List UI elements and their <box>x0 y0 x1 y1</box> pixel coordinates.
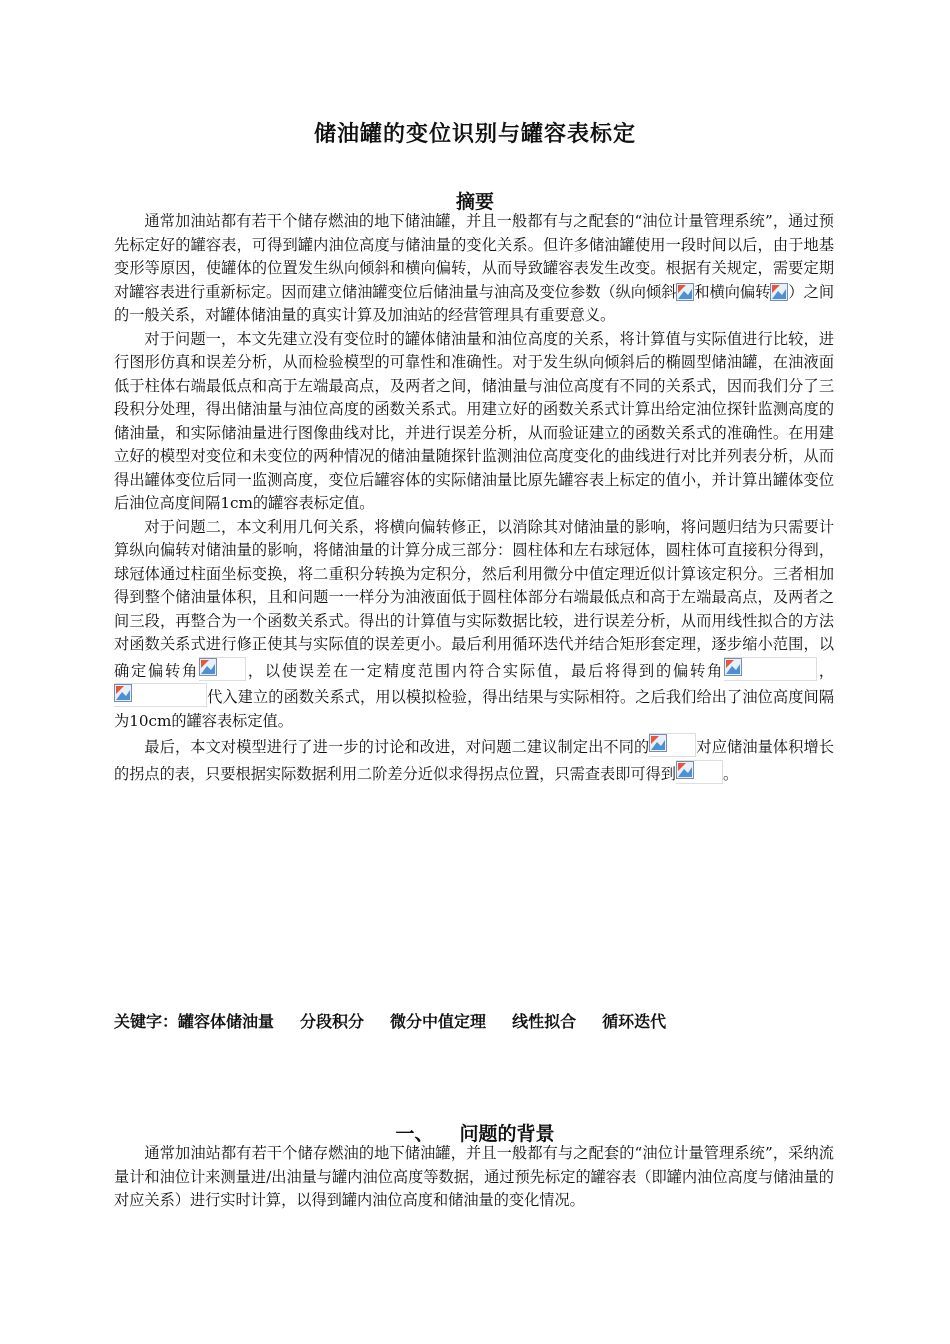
section-title: 问题的背景 <box>459 1123 555 1145</box>
section-body <box>114 1142 834 1213</box>
broken-image-icon <box>649 733 696 757</box>
section-number: 一、 <box>395 1123 434 1145</box>
keywords-label: 关键字： <box>114 1012 179 1031</box>
abstract-heading: 摘要 <box>455 191 494 213</box>
broken-image-icon <box>199 657 246 681</box>
broken-image-icon <box>676 760 723 784</box>
abstract-body <box>114 210 834 786</box>
broken-image-icon <box>770 283 788 301</box>
keyword-item: 线性拟合 <box>512 1012 577 1031</box>
section-paragraph: 通常加油站都有若干个储存燃油的地下储油罐，并且一般都有与之配套的“油位计量管理系统”，采纳流量计和油位计来测量进/出油量与罐内油位高度等数据，通过预先标定的罐容表（即罐内油位高度与储油量的对应关系）进行实时计算，以得到罐内油位高度和储油量的变化情况。 <box>114 1144 834 1209</box>
keyword-item: 分段积分 <box>300 1012 365 1031</box>
keyword-item: 微分中值定理 <box>390 1012 487 1031</box>
keyword-item: 罐容体储油量 <box>178 1012 275 1031</box>
keyword-item: 循环迭代 <box>602 1012 667 1031</box>
paper-title: 储油罐的变位识别与罐容表标定 <box>313 122 636 147</box>
abstract-paragraph-2: 对于问题一，本文先建立没有变位时的罐体储油量和油位高度的关系，将计算值与实际值进行比较，进行图形仿真和误差分析，从而检验模型的可靠性和准确性。对于发生纵向倾斜后的椭圆型储油罐，在油液面低于柱体右端最低点和高于左端最高点，及两者之间，储油量与油位高度有不同的关系式，因而我们分了三段积分处理，得出储油量与油位高度的函数关系式。用建立好的函数关系式计算出给定油位探针监测高度的储油量，和实际储油量进行图像曲线对比，并进行误差分析，从而验证建立的函数关系式的准确性。在用建立好的模型对变位和未变位的两种情况的储油量随探针监测油位高度变化的曲线进行对比并列表分析，从而得出罐体变位后同一监测高度，变位后罐容体的实际储油量比原先罐容表上标定的值小，并计算出罐体变位后油位高度间隔1cm的罐容表标定值。 <box>114 329 834 512</box>
keywords-line <box>114 1009 692 1032</box>
abstract-paragraph-3: 对于问题二，本文利用几何关系，将横向偏转修正，以消除其对储油量的影响，将问题归结为只需要计算纵向偏转对储油量的影响，将储油量的计算分成三部分：圆柱体和左右球冠体，圆柱体可直接积分得到，球冠体通过柱面坐标变换，将二重积分转换为定积分，然后利用微分中值定理近似计算该定积分。三者相加得到整个储油量体积，且和问题一一样分为油液面低于圆柱体部分右端最低点和高于左端最高点，及两者之间三段，再整合为一个函数关系式。得出的计算值与实际数据比较，进行误差分析，从而用线性拟合的方法对函数关系式进行修正使其与实际值的误差更小。最后利用循环迭代并结合矩形套定理，逐步缩小范围，以确定偏转角 ，以使误差在一定精度范围内符合实际值，最后将得到的偏转角 ， 代入建立的函数关系式，用以模拟检验，得出结果与实际相符。之后我们给出了油位高度间隔为10cm的罐容表标定值。 <box>114 517 835 730</box>
broken-image-icon <box>676 283 694 301</box>
broken-image-icon <box>724 657 817 681</box>
abstract-paragraph-1: 通常加油站都有若干个储存燃油的地下储油罐，并且一般都有与之配套的“油位计量管理系统”，通过预先标定好的罐容表，可得到罐内油位高度与储油量的变化关系。但许多储油罐使用一段时间以后，由于地基变形等原因，使罐体的位置发生纵向倾斜和横向偏转，从而导致罐容表发生改变。根据有关规定，需要定期对罐容表进行重新标定。因而建立储油罐变位后储油量与油高及变位参数（纵向倾斜 和横向偏转 ）之间的一般关系，对罐体储油量的真实计算及加油站的经营管理具有重要意义。 <box>114 212 835 324</box>
abstract-paragraph-4: 最后，本文对模型进行了进一步的讨论和改进，对问题二建议制定出不同的 对应储油量体积增长的拐点的表，只要根据实际数据利用二阶差分近似求得拐点位置，只需查表即可得到 。 <box>114 733 834 786</box>
broken-image-icon <box>114 683 207 707</box>
